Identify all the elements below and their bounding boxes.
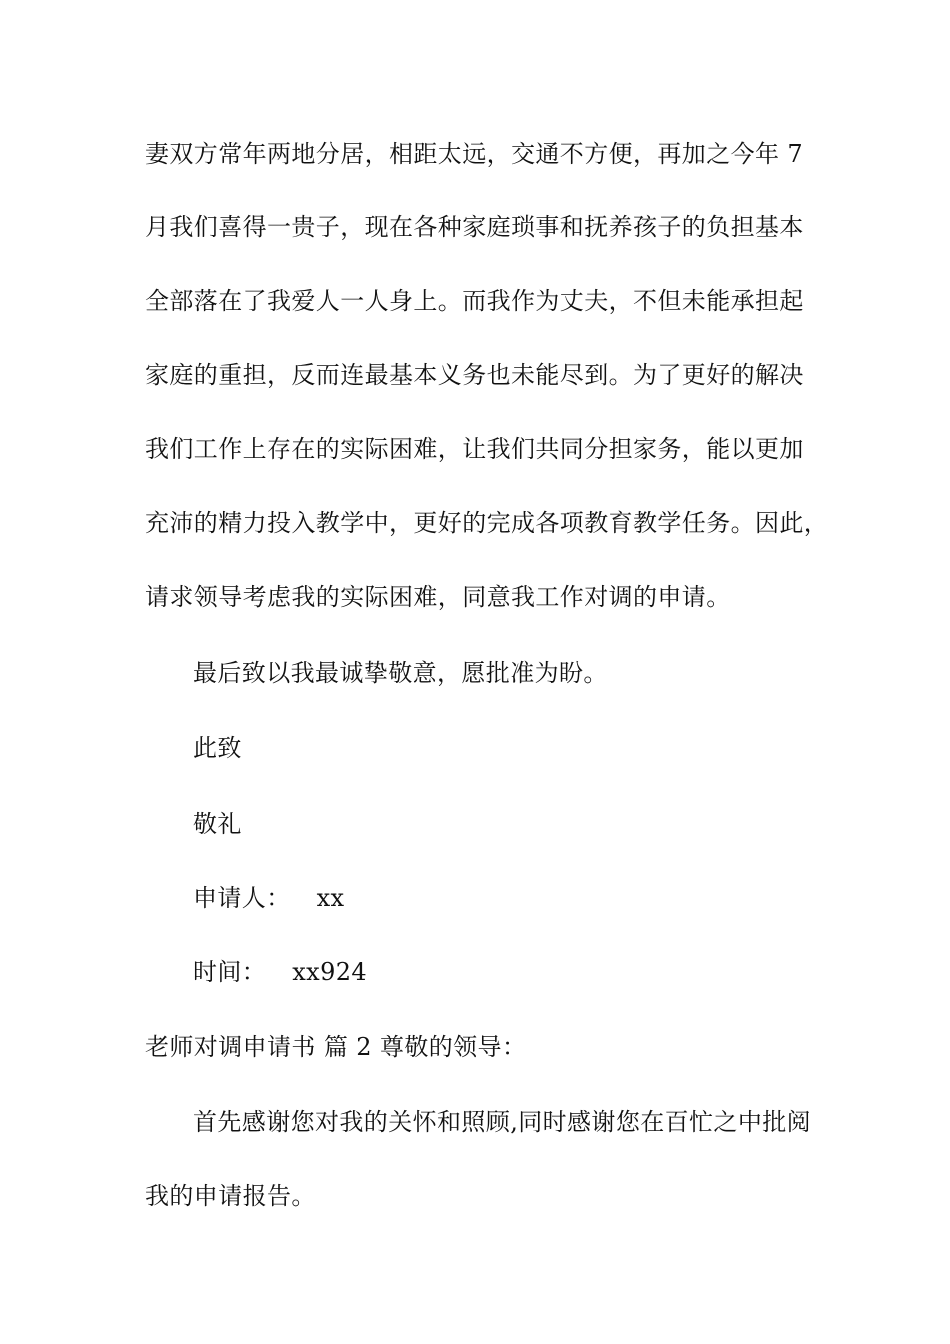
salutation-line: 此致 bbox=[193, 734, 242, 762]
body-text-line: 请求领导考虑我的实际困难，同意我工作对调的申请。 bbox=[145, 583, 731, 611]
salutation-line: 敬礼 bbox=[193, 810, 242, 838]
body-text-line: 充沛的精力投入教学中，更好的完成各项教育教学任务。因此， bbox=[145, 509, 829, 537]
body-text-line: 我的申请报告。 bbox=[145, 1182, 316, 1210]
body-text-line: 家庭的重担，反而连最基本义务也未能尽到。为了更好的解决 bbox=[145, 361, 804, 389]
applicant-label: 申请人： bbox=[193, 884, 291, 912]
date-line bbox=[193, 957, 883, 987]
applicant-value: xx bbox=[316, 884, 345, 912]
body-text-line: 妻双方常年两地分居，相距太远，交通不方便，再加之今年 7 bbox=[145, 140, 804, 168]
body-text-line: 月我们喜得一贵子，现在各种家庭琐事和抚养孩子的负担基本 bbox=[145, 213, 804, 241]
section-heading: 老师对调申请书 篇 2 尊敬的领导： bbox=[145, 1033, 527, 1061]
closing-line: 最后致以我最诚挚敬意，愿批准为盼。 bbox=[193, 659, 608, 687]
body-text-line: 首先感谢您对我的关怀和照顾,同时感谢您在百忙之中批阅 bbox=[193, 1108, 812, 1136]
body-text-line: 我们工作上存在的实际困难，让我们共同分担家务，能以更加 bbox=[145, 435, 804, 463]
body-text-line: 全部落在了我爱人一人身上。而我作为丈夫，不但未能承担起 bbox=[145, 287, 804, 315]
date-value: xx924 bbox=[292, 958, 368, 986]
date-label: 时间： bbox=[193, 958, 267, 986]
applicant-line bbox=[193, 883, 883, 913]
